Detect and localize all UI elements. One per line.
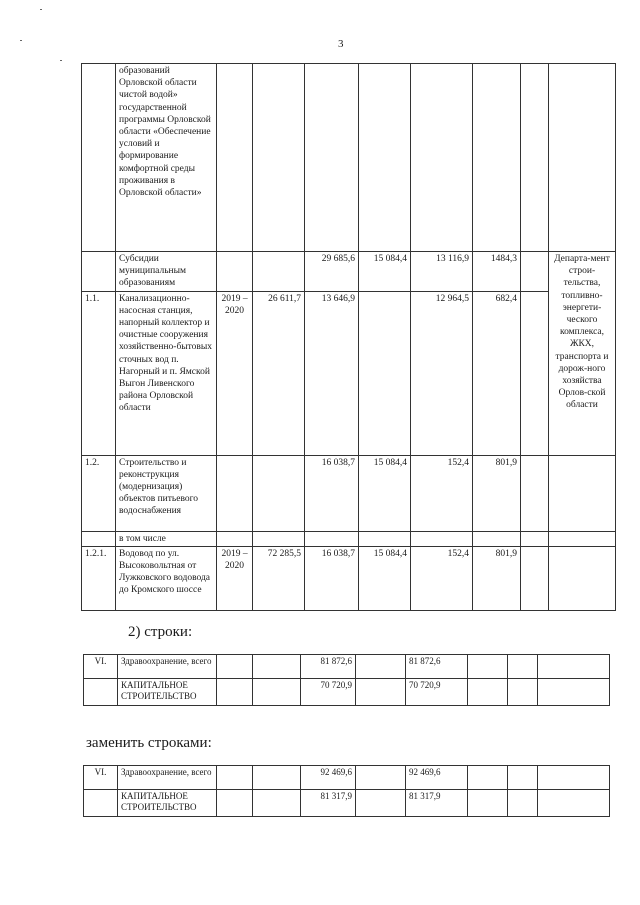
table-row <box>82 64 616 252</box>
table-row: VI. Здравоохранение, всего 81 872,6 81 872,6 <box>84 655 610 679</box>
executor-cell: Департа-мент строи-тельства, топливно-энергети-ческого комплекса, ЖКХ, транспорта и дорож-ного хозяйства Орлов-ской области <box>549 252 616 456</box>
scan-speck <box>60 60 62 61</box>
table-row: Субсидии муниципальным образованиям 29 685,6 15 084,4 13 116,9 1484,3 Департа-мент строи-тельства, топливно-энергети-ческого комплекса, ЖКХ, транспорта и дорож-ного хозяйства Орлов-ской области <box>82 252 616 292</box>
label-replace: заменить строками: <box>86 735 212 751</box>
old-rows-table <box>83 654 610 706</box>
table-row: в том числе <box>82 531 616 546</box>
table-row: VI. Здравоохранение, всего 92 469,6 92 469,6 <box>84 766 610 790</box>
table-row: 1.2. Строительство и реконструкция (модернизация) объектов питьевого водоснабжения 16 038,7 15 084,4 152,4 801,9 <box>82 455 616 531</box>
new-rows-table <box>83 765 610 817</box>
label-rows: 2) строки: <box>128 624 193 640</box>
scan-speck <box>20 40 22 41</box>
table-row: 1.2.1. Водовод по ул. Высоковольтная от Лужковского водовода до Кромского шоссе 2019 – 2020 72 285,5 16 038,7 15 084,4 152,4 801,9 <box>82 546 616 610</box>
program-name-cell: образований Орловской области чистой водой» государственной программы Орловской области «Обеспечение условий и формирование комфортной среды проживания в Орловской области» <box>116 64 217 252</box>
page-number: 3 <box>338 38 344 50</box>
table-row: КАПИТАЛЬНОЕ СТРОИТЕЛЬСТВО 70 720,9 70 720,9 <box>84 679 610 706</box>
table-row: 1.1. Канализационно-насосная станция, напорный коллектор и очистные сооружения хозяйственно-бытовых сточных вод п. Нагорный и п. Ямской Выгон Ливенского района Орловской области 2019 – 2020 26 611,7 13 646,9 12 964,5 682,4 <box>82 291 616 455</box>
table-row: КАПИТАЛЬНОЕ СТРОИТЕЛЬСТВО 81 317,9 81 317,9 <box>84 790 610 817</box>
main-table <box>81 63 616 611</box>
scan-speck <box>40 9 42 10</box>
